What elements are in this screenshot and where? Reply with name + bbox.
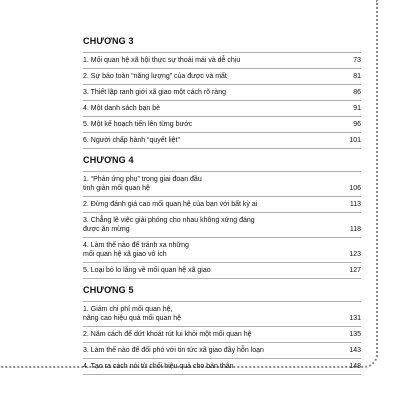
toc-entry bbox=[83, 69, 361, 85]
toc-entry bbox=[83, 359, 361, 375]
entry-title: 4. Tạo ra cách nói từ chối hiệu quả cho bản thân bbox=[83, 363, 234, 370]
entry-title: 3. Làm thế nào để đối phó với tin tức xã giao đầy hỗn loạn bbox=[83, 347, 264, 354]
entry-page-number: 96 bbox=[353, 121, 361, 128]
entry-title: 5. Một kế hoạch tiến lên từng bước bbox=[83, 121, 193, 128]
chapter-title: CHƯƠNG 3 bbox=[83, 36, 134, 46]
toc-entry bbox=[83, 133, 361, 149]
entry-page-number: 135 bbox=[349, 331, 361, 338]
entry-title: 1. “Phản ứng phụ” trong giai đoạn đầu tinh giản mối quan hệ bbox=[83, 176, 202, 192]
entry-title: 6. Người chấp hành “quyết liệt” bbox=[83, 137, 180, 144]
entry-page-number: 101 bbox=[349, 137, 361, 144]
toc-entry bbox=[83, 52, 361, 69]
entry-page-number: 148 bbox=[349, 363, 361, 370]
entry-page-number: 113 bbox=[349, 201, 361, 208]
chapter-section bbox=[83, 36, 361, 149]
entry-page-number: 123 bbox=[349, 251, 361, 258]
entry-title: 4. Một danh sách bạn bè bbox=[83, 105, 161, 112]
entry-page-number: 86 bbox=[353, 89, 361, 96]
entry-page-number: 91 bbox=[353, 105, 361, 112]
toc-entry bbox=[83, 301, 361, 327]
entry-title: 4. Làm thế nào để tránh xa những mối quan hệ xã giao vô ích bbox=[83, 242, 189, 258]
entry-title: 1. Mối quan hệ xã hội thực sự thoải mái và dễ chịu bbox=[83, 57, 241, 64]
chapter-section bbox=[83, 285, 361, 375]
toc-entry bbox=[83, 263, 361, 279]
entry-page-number: 143 bbox=[349, 347, 361, 354]
entry-title: 5. Loại bỏ lo lắng về mối quan hệ xã giao bbox=[83, 267, 211, 274]
table-of-contents bbox=[83, 36, 361, 381]
entry-title: 2. Sự bảo toàn “năng lượng” của được và mất bbox=[83, 73, 227, 80]
entry-title: 1. Giảm chi phí mối quan hệ, nâng cao hiệu quả mối quan hệ bbox=[83, 306, 182, 322]
entry-page-number: 106 bbox=[349, 185, 361, 192]
entry-page-number: 73 bbox=[353, 57, 361, 64]
entry-page-number: 127 bbox=[349, 267, 361, 274]
toc-entry bbox=[83, 238, 361, 263]
toc-entry bbox=[83, 197, 361, 213]
entry-title: 2. Năm cách để dứt khoát rút lui khỏi một mối quan hệ bbox=[83, 331, 252, 338]
toc-entry bbox=[83, 327, 361, 343]
entry-page-number: 81 bbox=[353, 73, 361, 80]
entry-title: 2. Đừng đánh giá cao mối quan hệ của bạn với bất kỳ ai bbox=[83, 201, 258, 208]
toc-entry bbox=[83, 101, 361, 117]
toc-entry bbox=[83, 85, 361, 101]
entry-title: 3. Chẳng lẽ việc giải phóng cho nhau không xứng đáng được ăn mừng bbox=[83, 217, 255, 233]
toc-entry bbox=[83, 117, 361, 133]
entry-title: 3. Thiết lập ranh giới xã giao một cách rõ ràng bbox=[83, 89, 226, 96]
toc-entry bbox=[83, 213, 361, 238]
toc-entry bbox=[83, 343, 361, 359]
chapter-title: CHƯƠNG 5 bbox=[83, 285, 134, 295]
entry-page-number: 118 bbox=[349, 226, 361, 233]
chapter-title: CHƯƠNG 4 bbox=[83, 155, 134, 165]
entry-page-number: 131 bbox=[349, 315, 361, 322]
chapter-section bbox=[83, 155, 361, 279]
toc-entry bbox=[83, 171, 361, 197]
